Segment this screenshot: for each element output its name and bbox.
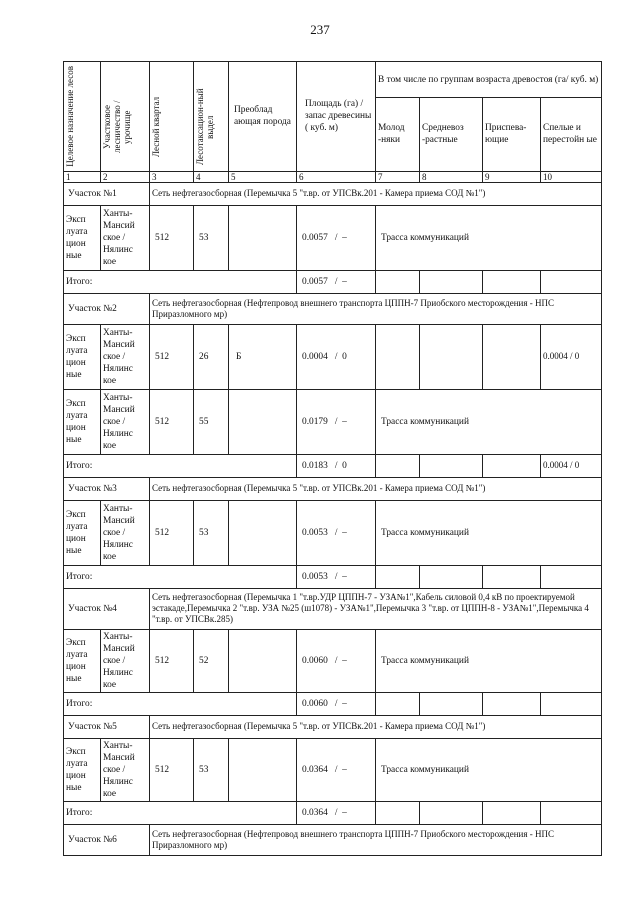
total-ripening — [483, 801, 541, 824]
total-label: Итого: — [64, 801, 297, 824]
total-mature: 0.0004 / 0 — [541, 454, 602, 477]
table-row — [64, 389, 602, 454]
cell-forestry: Ханты-Мансий ское / Нялинс кое — [101, 629, 150, 692]
cell-forestry: Ханты-Мансий ское / Нялинс кое — [101, 738, 150, 801]
total-row — [64, 692, 602, 715]
cell-area: 0.0057 / – — [297, 205, 376, 270]
section-label: Участок №3 — [64, 477, 150, 500]
section-label: Участок №1 — [64, 182, 150, 205]
total-ripening — [483, 454, 541, 477]
table-row — [64, 738, 602, 801]
column-number: 8 — [420, 171, 483, 182]
total-young — [376, 454, 420, 477]
column-number: 1 — [64, 171, 101, 182]
section-header-row — [64, 182, 602, 205]
cell-purpose: Эксп луата цион ные — [64, 738, 101, 801]
total-area: 0.0053 / – — [297, 565, 376, 588]
page-number: 237 — [310, 22, 330, 37]
cell-kvartal: 512 — [150, 500, 194, 565]
total-ripening — [483, 692, 541, 715]
column-number: 7 — [376, 171, 420, 182]
table-row — [64, 629, 602, 692]
header-poroda: Преоблад ающая порода — [229, 62, 297, 172]
section-title: Сеть нефтегазосборная (Перемычка 5 "т.вр. от УПСВк.201 - Камера приема СОД №1") — [150, 477, 602, 500]
cell-mature: 0.0004 / 0 — [541, 324, 602, 389]
cell-young — [376, 324, 420, 389]
column-number: 4 — [194, 171, 229, 182]
cell-vydel: 52 — [194, 629, 229, 692]
cell-note: Трасса коммуникаций — [376, 389, 602, 454]
total-mature — [541, 565, 602, 588]
cell-forestry: Ханты-Мансий ское / Нялинс кое — [101, 324, 150, 389]
cell-poroda — [229, 738, 297, 801]
total-young — [376, 692, 420, 715]
total-row — [64, 801, 602, 824]
total-middle — [420, 270, 483, 293]
cell-poroda — [229, 500, 297, 565]
total-mature — [541, 270, 602, 293]
section-title: Сеть нефтегазосборная (Перемычка 1 "т.вр.УДР ЦППН-7 - УЗА№1",Кабель силовой 0,4 кВ по проектируемой эстакаде,Перемычка 2 "т.вр. УЗА №25 (ш1078) - УЗА№1",Перемычка 3 "т.вр. от ЦППН-8 - УЗА№1",Перемычка 4 "т.вр. от УПСВк.285) — [150, 588, 602, 629]
total-label: Итого: — [64, 454, 297, 477]
total-area: 0.0364 / – — [297, 801, 376, 824]
header-kvartal: Лесной квартал — [150, 62, 194, 172]
column-number: 3 — [150, 171, 194, 182]
section-header-row — [64, 824, 602, 855]
total-label: Итого: — [64, 270, 297, 293]
section-header-row — [64, 477, 602, 500]
total-area: 0.0060 / – — [297, 692, 376, 715]
total-middle — [420, 454, 483, 477]
cell-kvartal: 512 — [150, 389, 194, 454]
total-row — [64, 454, 602, 477]
forest-table — [63, 61, 602, 856]
column-number: 2 — [101, 171, 150, 182]
section-label: Участок №4 — [64, 588, 150, 629]
column-number: 10 — [541, 171, 602, 182]
section-title: Сеть нефтегазосборная (Нефтепровод внешнего транспорта ЦППН-7 Приобского месторождения - НПС Приразломного мр) — [150, 293, 602, 324]
header-young: Молод -няки — [376, 98, 420, 172]
total-young — [376, 565, 420, 588]
cell-note: Трасса коммуникаций — [376, 738, 602, 801]
header-age-groups: В том числе по группам возраста древостоя (га/ куб. м) — [376, 62, 602, 98]
column-number: 5 — [229, 171, 297, 182]
cell-middle — [420, 324, 483, 389]
cell-vydel: 26 — [194, 324, 229, 389]
cell-kvartal: 512 — [150, 738, 194, 801]
header-vydel: Лесотаксацион-ный выдел — [194, 62, 229, 172]
section-title: Сеть нефтегазосборная (Нефтепровод внешнего транспорта ЦППН-7 Приобского месторождения - НПС Приразломного мр) — [150, 824, 602, 855]
section-label: Участок №5 — [64, 715, 150, 738]
section-title: Сеть нефтегазосборная (Перемычка 5 "т.вр. от УПСВк.201 - Камера приема СОД №1") — [150, 182, 602, 205]
total-middle — [420, 692, 483, 715]
total-middle — [420, 565, 483, 588]
total-label: Итого: — [64, 692, 297, 715]
cell-forestry: Ханты-Мансий ское / Нялинс кое — [101, 389, 150, 454]
total-mature — [541, 692, 602, 715]
section-header-row — [64, 293, 602, 324]
table-row — [64, 205, 602, 270]
total-ripening — [483, 270, 541, 293]
cell-area: 0.0364 / – — [297, 738, 376, 801]
header-middle: Средневоз -растные — [420, 98, 483, 172]
cell-area: 0.0179 / – — [297, 389, 376, 454]
cell-note: Трасса коммуникаций — [376, 205, 602, 270]
cell-kvartal: 512 — [150, 324, 194, 389]
header-mature: Спелые и перестойн ые — [541, 98, 602, 172]
cell-poroda — [229, 629, 297, 692]
cell-note: Трасса коммуникаций — [376, 629, 602, 692]
cell-area: 0.0053 / – — [297, 500, 376, 565]
total-ripening — [483, 565, 541, 588]
cell-kvartal: 512 — [150, 629, 194, 692]
section-header-row — [64, 588, 602, 629]
column-number: 9 — [483, 171, 541, 182]
cell-poroda — [229, 389, 297, 454]
cell-forestry: Ханты-Мансий ское / Нялинс кое — [101, 500, 150, 565]
cell-poroda — [229, 205, 297, 270]
cell-kvartal: 512 — [150, 205, 194, 270]
table-row — [64, 324, 602, 389]
cell-area: 0.0060 / – — [297, 629, 376, 692]
total-young — [376, 801, 420, 824]
total-mature — [541, 801, 602, 824]
table-body — [64, 62, 602, 856]
cell-ripening — [483, 324, 541, 389]
total-area: 0.0183 / 0 — [297, 454, 376, 477]
header-ripening: Приспева- ющие — [483, 98, 541, 172]
section-header-row — [64, 715, 602, 738]
section-label: Участок №6 — [64, 824, 150, 855]
total-area: 0.0057 / – — [297, 270, 376, 293]
cell-vydel: 53 — [194, 738, 229, 801]
column-number-row — [64, 171, 602, 182]
cell-vydel: 53 — [194, 205, 229, 270]
total-young — [376, 270, 420, 293]
cell-purpose: Эксп луата цион ные — [64, 500, 101, 565]
header-area: Площадь (га) / запас древесины ( куб. м) — [297, 62, 376, 172]
cell-note: Трасса коммуникаций — [376, 500, 602, 565]
total-row — [64, 565, 602, 588]
header-row — [64, 62, 602, 98]
total-row — [64, 270, 602, 293]
cell-purpose: Эксп луата цион ные — [64, 205, 101, 270]
header-forestry: Участковое лесничество / урочище — [101, 62, 150, 172]
cell-forestry: Ханты-Мансий ское / Нялинс кое — [101, 205, 150, 270]
cell-area: 0.0004 / 0 — [297, 324, 376, 389]
section-title: Сеть нефтегазосборная (Перемычка 5 "т.вр. от УПСВк.201 - Камера приема СОД №1") — [150, 715, 602, 738]
column-number: 6 — [297, 171, 376, 182]
table-row — [64, 500, 602, 565]
cell-purpose: Эксп луата цион ные — [64, 629, 101, 692]
total-label: Итого: — [64, 565, 297, 588]
cell-vydel: 53 — [194, 500, 229, 565]
header-purpose: Целевое назначение лесов — [64, 62, 101, 172]
cell-purpose: Эксп луата цион ные — [64, 389, 101, 454]
total-middle — [420, 801, 483, 824]
cell-purpose: Эксп луата цион ные — [64, 324, 101, 389]
cell-poroda: Б — [229, 324, 297, 389]
section-label: Участок №2 — [64, 293, 150, 324]
cell-vydel: 55 — [194, 389, 229, 454]
